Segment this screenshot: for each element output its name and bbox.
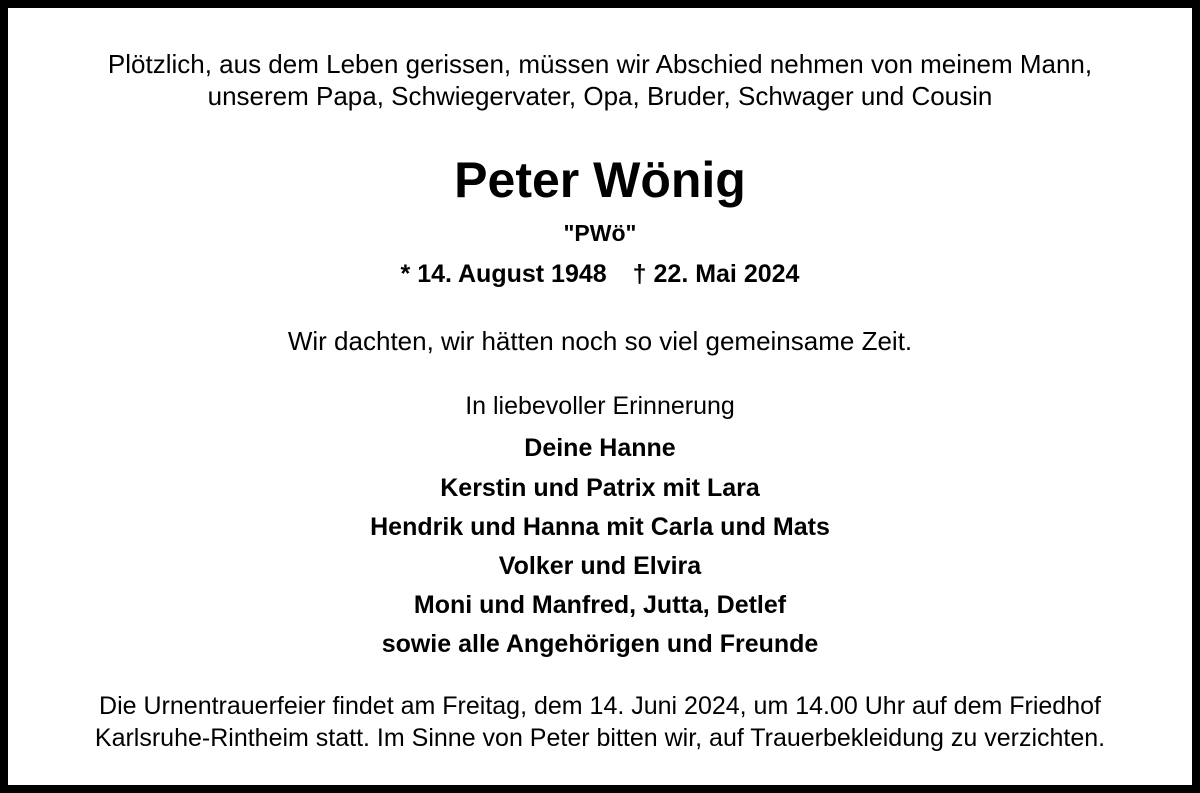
intro-line-1: Plötzlich, aus dem Leben gerissen, müssen wir Abschied nehmen von meinem Mann, <box>107 49 1093 79</box>
intro-text <box>16 48 1184 112</box>
deceased-nickname: "PWö" <box>563 220 637 246</box>
memory-heading: In liebevoller Erinnerung <box>465 392 735 420</box>
intro-line-2: unserem Papa, Schwiegervater, Opa, Bruder, Schwager und Cousin <box>207 81 993 111</box>
mourner-line: Moni und Manfred, Jutta, Detlef <box>413 591 787 619</box>
mourner-line: Kerstin und Patrix mit Lara <box>440 474 760 502</box>
birth-date: * 14. August 1948 <box>400 260 607 288</box>
mourner-line: Hendrik und Hanna mit Carla und Mats <box>370 513 830 541</box>
funeral-info-line-1: Die Urnentrauerfeier findet am Freitag, dem 14. Juni 2024, um 14.00 Uhr auf dem Friedhof <box>99 692 1101 720</box>
funeral-info <box>16 690 1184 754</box>
mourner-line: Volker und Elvira <box>498 552 702 580</box>
mourner-line: sowie alle Angehörigen und Freunde <box>381 630 819 658</box>
memorial-quote: Wir dachten, wir hätten noch so viel gemeinsame Zeit. <box>287 326 913 356</box>
death-date: † 22. Mai 2024 <box>632 260 800 288</box>
mourner-line: Deine Hanne <box>524 434 676 462</box>
funeral-info-line-2: Karlsruhe-Rintheim statt. Im Sinne von Peter bitten wir, auf Trauerbekleidung zu verzichten. <box>94 724 1106 752</box>
deceased-name: Peter Wönig <box>454 152 746 208</box>
life-dates <box>16 260 1184 289</box>
